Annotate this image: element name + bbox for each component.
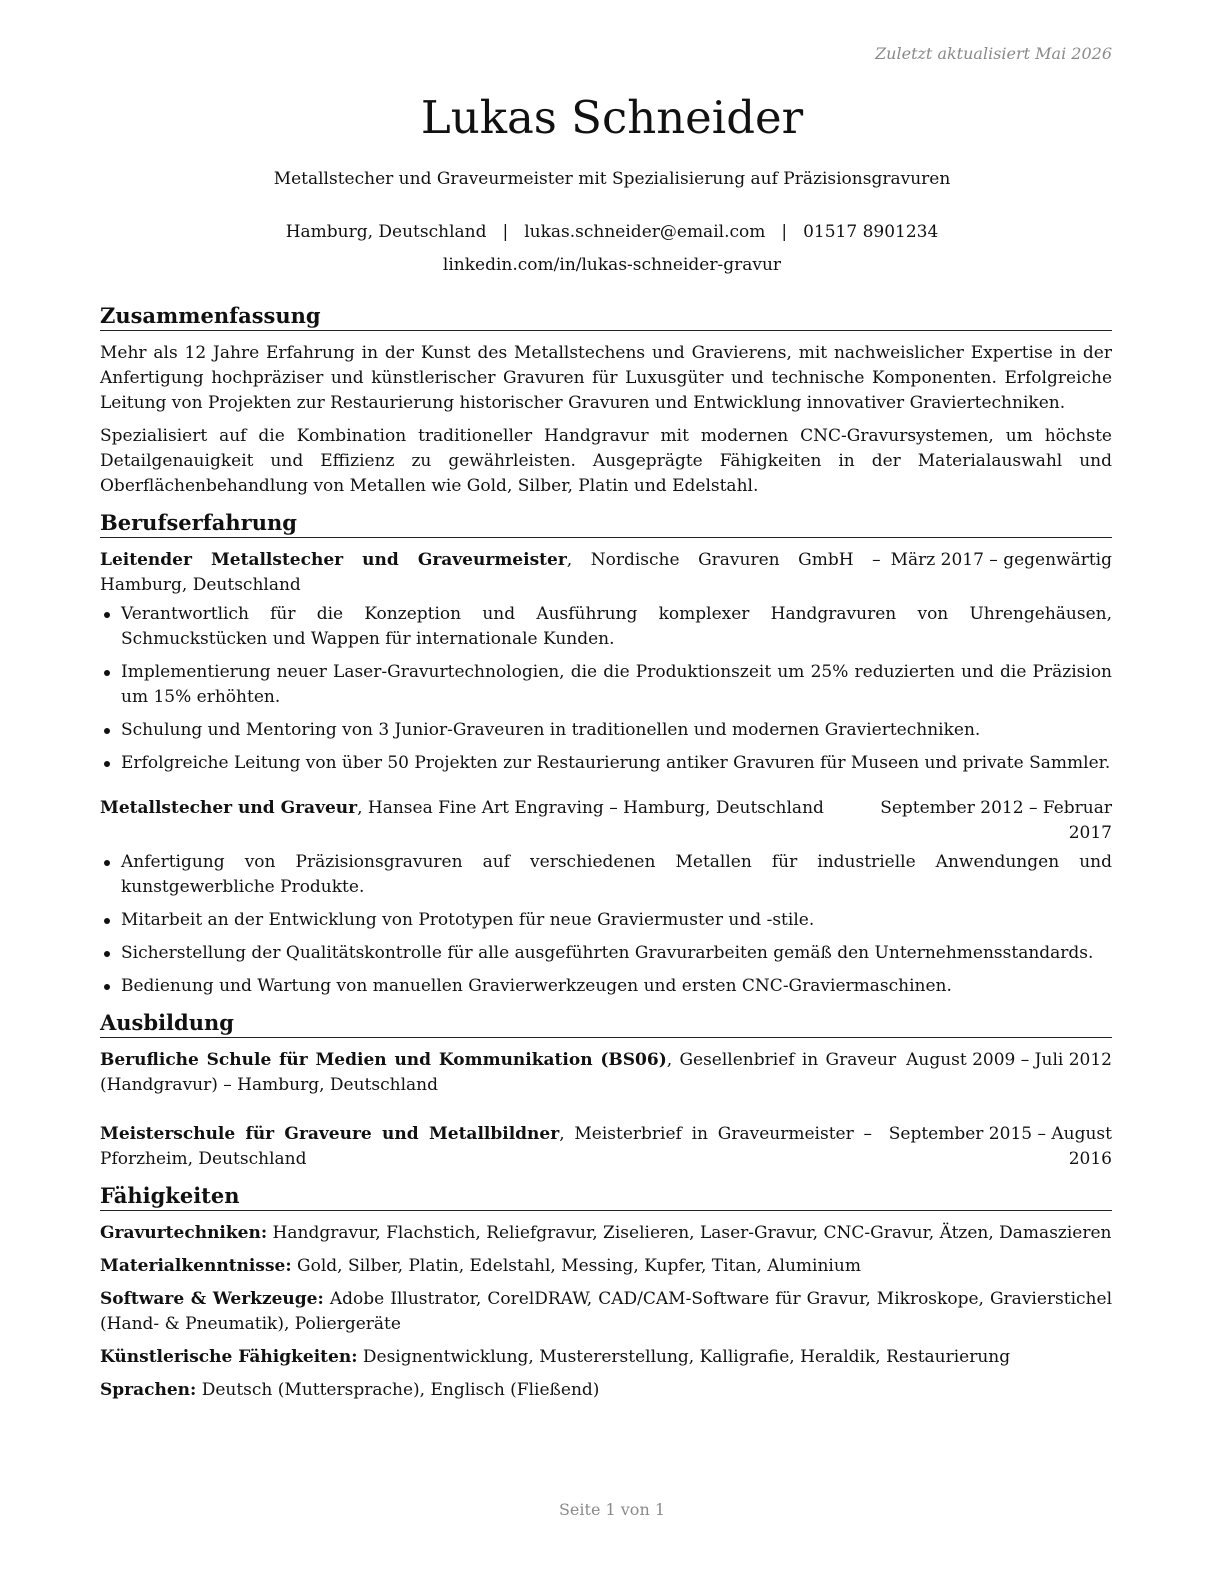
bullet-item: Schulung und Mentoring von 3 Junior-Graveuren in traditionellen und modernen Graviertechniken. bbox=[100, 718, 1112, 743]
job-company: , Nordische Gravuren GmbH – Hamburg, Deutschland bbox=[100, 550, 881, 595]
summary-paragraph: Spezialisiert auf die Kombination traditioneller Handgravur mit modernen CNC-Gravursystemen, um höchste Detailgenauigkeit und Effizienz zu gewährleisten. Ausgeprägte Fähigkeiten in der Materialauswahl und Oberflächenbehandlung von Metallen wie Gold, Silber, Platin und Edelstahl. bbox=[100, 426, 1112, 496]
job-bullets bbox=[100, 850, 1112, 999]
linkedin-link[interactable]: linkedin.com/in/lukas-schneider-gravur bbox=[442, 255, 782, 275]
education-dates: September 2015 – August 2016 bbox=[888, 1124, 1112, 1169]
skill-value: Handgravur, Flachstich, Reliefgravur, Ziselieren, Laser-Gravur, CNC-Gravur, Ätzen, Damaszieren bbox=[267, 1223, 1112, 1243]
bullet-item: Sicherstellung der Qualitätskontrolle für alle ausgeführten Gravurarbeiten gemäß den Unternehmensstandards. bbox=[100, 941, 1112, 966]
summary-section bbox=[100, 302, 1112, 499]
skill-label: Sprachen: bbox=[100, 1380, 197, 1400]
degree-detail: , Gesellenbrief in Graveur (Handgravur) – Hamburg, Deutschland bbox=[100, 1050, 897, 1095]
school-name: Meisterschule für Graveure und Metallbildner bbox=[100, 1124, 560, 1144]
last-updated: Zuletzt aktualisiert Mai 2026 bbox=[875, 44, 1112, 63]
job-role: Metallstecher und Graveur bbox=[100, 798, 358, 818]
skill-value: Adobe Illustrator, CorelDRAW, CAD/CAM-Software für Gravur, Mikroskope, Gravierstichel (Hand- & Pneumatik), Poliergeräte bbox=[100, 1289, 1113, 1334]
bullet-item: Verantwortlich für die Konzeption und Ausführung komplexer Handgravuren von Uhrengehäusen, Schmuckstücken und Wappen für internationale Kunden. bbox=[100, 602, 1112, 652]
education-entry bbox=[100, 1048, 1112, 1098]
skill-value: Deutsch (Muttersprache), Englisch (Fließend) bbox=[196, 1380, 600, 1400]
job-header bbox=[100, 548, 1112, 598]
person-name: Lukas Schneider bbox=[420, 91, 804, 144]
bullet-item: Mitarbeit an der Entwicklung von Prototypen für neue Graviermuster und -stile. bbox=[100, 908, 1112, 933]
job-role: Leitender Metallstecher und Graveurmeister bbox=[100, 550, 567, 570]
summary-paragraph: Mehr als 12 Jahre Erfahrung in der Kunst des Metallstechens und Gravierens, mit nachweislicher Expertise in der Anfertigung hochpräziser und künstlerischer Gravuren für Luxusgüter und technische Komponenten. Erfolgreiche Leitung von Projekten zur Restaurierung historischer Gravuren und Entwicklung innovativer Graviertechniken. bbox=[100, 343, 1112, 413]
skill-value: Gold, Silber, Platin, Edelstahl, Messing, Kupfer, Titan, Aluminium bbox=[291, 1256, 861, 1276]
section-title: Fähigkeiten bbox=[100, 1182, 1112, 1211]
job-entry bbox=[100, 796, 1112, 999]
contact-line bbox=[0, 219, 1224, 245]
skill-value: Designentwicklung, Mustererstellung, Kalligrafie, Heraldik, Restaurierung bbox=[357, 1347, 1011, 1367]
section-title: Zusammenfassung bbox=[100, 302, 1112, 331]
location: Hamburg, Deutschland bbox=[285, 222, 487, 242]
skill-label: Materialkenntnisse: bbox=[100, 1256, 292, 1276]
skill-row bbox=[100, 1378, 1112, 1403]
bullet-item: Implementierung neuer Laser-Gravurtechnologien, die die Produktionszeit um 25% reduzierten und die Präzision um 15% erhöhten. bbox=[100, 660, 1112, 710]
bullet-item: Bedienung und Wartung von manuellen Gravierwerkzeugen und ersten CNC-Graviermaschinen. bbox=[100, 974, 1112, 999]
job-dates: März 2017 – gegenwärtig bbox=[890, 550, 1112, 570]
page-number: Seite 1 von 1 bbox=[558, 1500, 666, 1519]
section-title: Berufserfahrung bbox=[100, 509, 1112, 538]
job-bullets bbox=[100, 602, 1112, 776]
job-company: , Hansea Fine Art Engraving – Hamburg, Deutschland bbox=[357, 798, 824, 818]
skill-row bbox=[100, 1221, 1112, 1246]
skill-label: Künstlerische Fähigkeiten: bbox=[100, 1347, 358, 1367]
separator: | bbox=[502, 222, 509, 242]
job-dates: September 2012 – Februar 2017 bbox=[880, 798, 1112, 843]
education-dates: August 2009 – Juli 2012 bbox=[906, 1050, 1112, 1070]
education-entry bbox=[100, 1122, 1112, 1172]
degree-detail: , Meisterbrief in Graveurmeister – Pforzheim, Deutschland bbox=[100, 1124, 872, 1169]
skill-label: Software & Werkzeuge: bbox=[100, 1289, 324, 1309]
headline: Metallstecher und Graveurmeister mit Spezialisierung auf Präzisionsgravuren bbox=[273, 169, 951, 189]
education-section bbox=[100, 1009, 1112, 1172]
bullet-item: Anfertigung von Präzisionsgravuren auf verschiedenen Metallen für industrielle Anwendungen und kunstgewerbliche Produkte. bbox=[100, 850, 1112, 900]
job-header bbox=[100, 796, 1112, 846]
skill-row bbox=[100, 1287, 1112, 1337]
section-title: Ausbildung bbox=[100, 1009, 1112, 1038]
skill-label: Gravurtechniken: bbox=[100, 1223, 268, 1243]
school-name: Berufliche Schule für Medien und Kommunikation (BS06) bbox=[100, 1050, 667, 1070]
skills-section bbox=[100, 1182, 1112, 1403]
bullet-item: Erfolgreiche Leitung von über 50 Projekten zur Restaurierung antiker Gravuren für Museen und private Sammler. bbox=[100, 751, 1112, 776]
job-entry bbox=[100, 548, 1112, 776]
phone: 01517 8901234 bbox=[803, 222, 939, 242]
email-link[interactable]: lukas.schneider@email.com bbox=[524, 222, 766, 242]
resume-content bbox=[100, 302, 1112, 1411]
skill-row bbox=[100, 1345, 1112, 1370]
skill-row bbox=[100, 1254, 1112, 1279]
separator: | bbox=[781, 222, 788, 242]
experience-section bbox=[100, 509, 1112, 999]
